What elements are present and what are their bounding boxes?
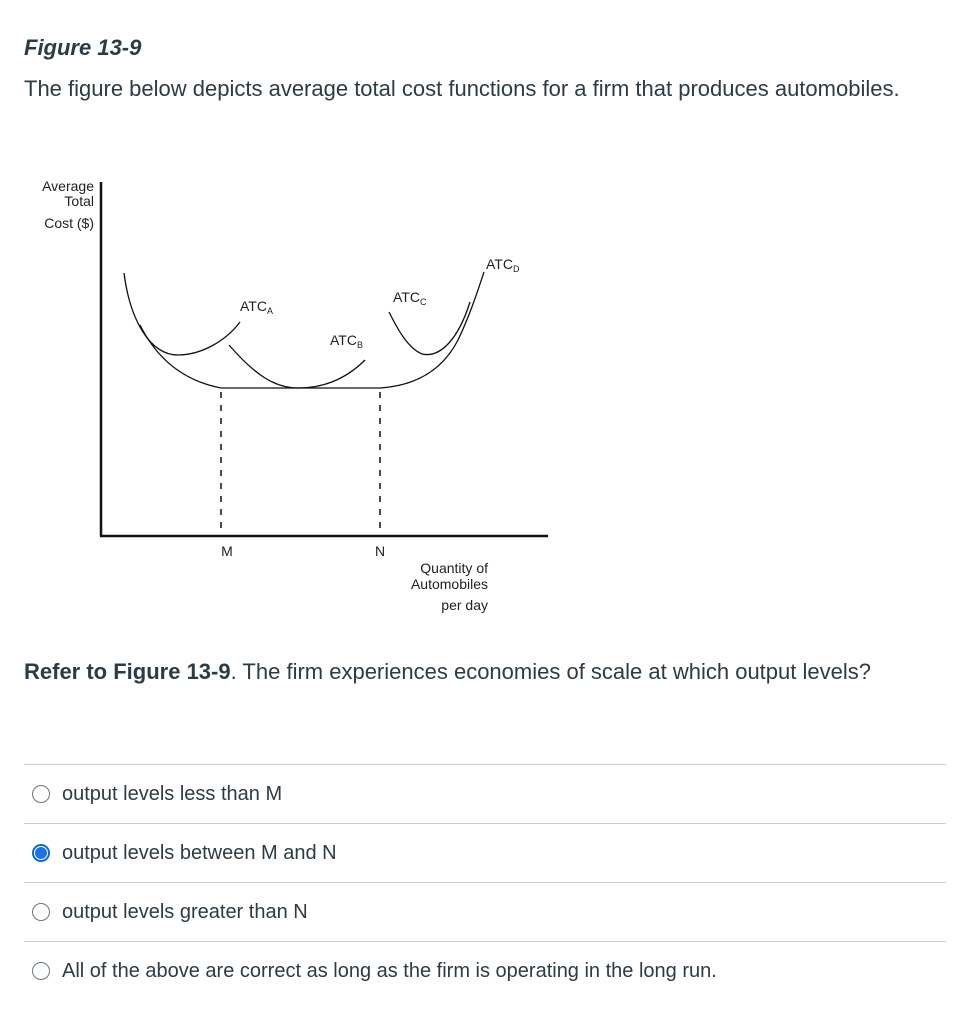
atc-figure — [0, 170, 560, 630]
radio-button[interactable] — [32, 844, 50, 862]
question-text — [24, 653, 924, 691]
answer-option-4[interactable] — [24, 941, 946, 1000]
atc-c-curve — [389, 302, 470, 355]
question-figure-ref: Refer to Figure 13-9 — [24, 659, 231, 684]
atc-b-curve — [229, 345, 365, 388]
y-axis-label-line-2: Total — [64, 193, 94, 209]
atc-b-label: $ATC_B$ — [330, 332, 363, 350]
y-axis-label-line-1: Average — [42, 178, 94, 194]
answer-label: All of the above are correct as long as the firm is operating in the long run. — [62, 959, 717, 982]
answer-list — [24, 764, 946, 1000]
atc-a-curve — [124, 273, 240, 355]
x-axis-label-line-1: Quantity of — [420, 560, 488, 576]
answer-label: output levels less than M — [62, 782, 283, 805]
y-axis-label-line-3: Cost ($) — [44, 215, 94, 231]
question-body: . The firm experiences economies of scale at which output levels? — [230, 659, 871, 684]
answer-option-2[interactable] — [24, 823, 946, 882]
figure-title: Figure 13-9 — [24, 35, 142, 60]
x-axis-label-line-3: per day — [441, 597, 488, 613]
radio-button[interactable] — [32, 962, 50, 980]
atc-c-label: $ATC_C$ — [393, 289, 427, 307]
x-tick-n: N — [374, 543, 386, 559]
atc-a-label: $ATC_A$ — [240, 298, 273, 316]
answer-option-1[interactable] — [24, 764, 946, 823]
lratc-left-segment — [140, 325, 221, 388]
x-tick-m: M — [221, 543, 233, 559]
answer-label: output levels between M and N — [62, 841, 337, 864]
x-axis-label-line-2: Automobiles — [410, 576, 488, 592]
answer-option-3[interactable] — [24, 882, 946, 941]
answer-label: output levels greater than N — [62, 900, 308, 923]
figure-description: The figure below depicts average total cost functions for a firm that produces automobiles. — [24, 76, 900, 101]
radio-button[interactable] — [32, 903, 50, 921]
atc-d-label: $ATC_D$ — [486, 256, 520, 274]
radio-button[interactable] — [32, 785, 50, 803]
